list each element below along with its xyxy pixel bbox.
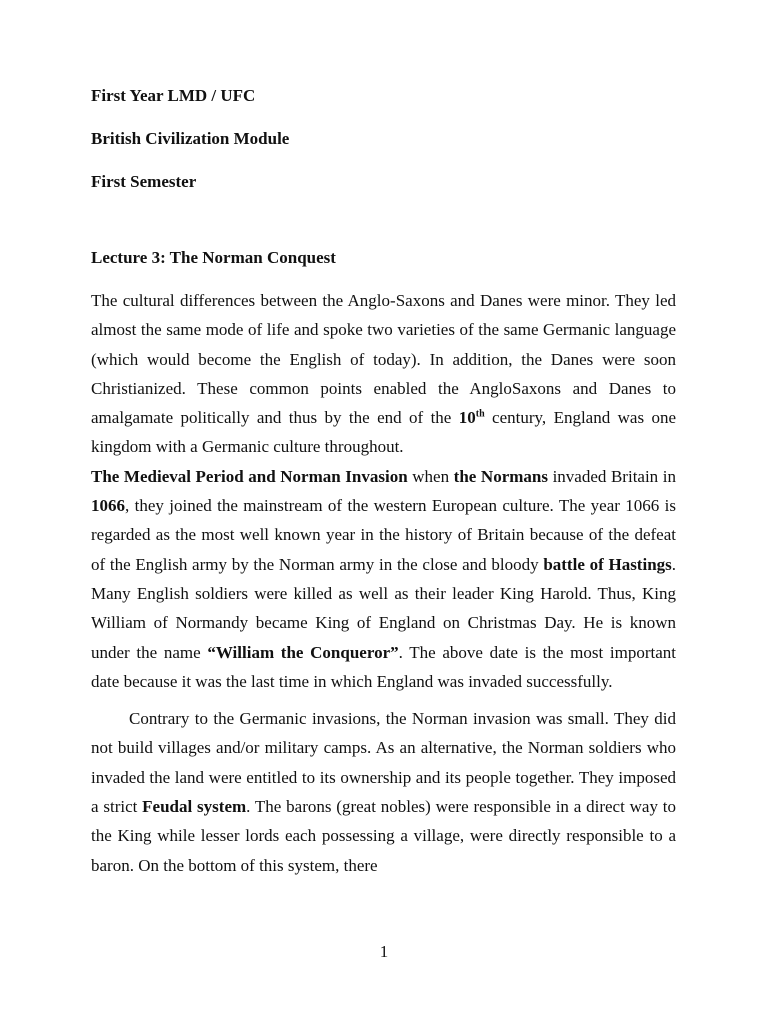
paragraph-text: , they joined the mainstream of the western European culture. The year 1066 is regarded as the most well known year in the history of Britain because of the defeat of the English army by the Norman army in the close and bloody: [91, 496, 676, 574]
bold-normans: the Normans: [453, 466, 548, 486]
paragraph-text: The cultural differences between the Anglo-Saxons and Danes were minor. They led almost the same mode of life and spoke two varieties of the same Germanic language (which would become the English of today). In addition, the Danes were soon Christianized. These common points enabled the AngloSaxons and Danes to amalgamate politically and thus by the end of the: [91, 291, 676, 428]
section-heading-medieval: The Medieval Period and Norman Invasion: [91, 466, 408, 486]
paragraph-text: invaded Britain in: [547, 466, 676, 486]
bold-feudal: Feudal system: [142, 797, 247, 817]
paragraph-text: . The above date is the most important date because it was the last time in which England was invaded successfully.: [91, 642, 676, 691]
paragraph-text: century, England was one kingdom with a Germanic culture throughout.: [91, 408, 676, 457]
century-number: 10: [458, 408, 476, 428]
lecture-title: Lecture 3: The Norman Conquest: [91, 248, 336, 267]
bold-battle: battle of Hastings: [543, 554, 672, 574]
bold-conqueror: “William the Conqueror”: [207, 642, 399, 662]
century-superscript: th: [475, 408, 485, 420]
paragraph-feudal-system: [91, 704, 676, 880]
bold-year: 1066: [91, 496, 125, 516]
paragraph-text: . Many English soldiers were killed as well as their leader King Harold. Thus, King William of Normandy became King of England on Christmas Day. He is known under the name: [91, 554, 677, 662]
semester-heading: First Semester: [91, 172, 197, 191]
paragraph-text: Contrary to the Germanic invasions, the Norman invasion was small. They did not build villages and/or military camps. As an alternative, the Norman soldiers who invaded the land were entitled to its ownership and its people together. They imposed a strict: [91, 709, 676, 817]
paragraph-text: . The barons (great nobles) were responsible in a direct way to the King while lesser lords each possessing a village, were directly responsible to a baron. On the bottom of this system, there: [91, 797, 676, 875]
paragraph-cultural-differences: [91, 286, 676, 462]
course-heading: First Year LMD / UFC: [91, 86, 256, 105]
document-page: [91, 84, 676, 880]
module-heading: British Civilization Module: [91, 129, 290, 148]
paragraph-norman-invasion: [91, 462, 676, 696]
page-number: 1: [379, 942, 389, 961]
paragraph-text: when: [407, 466, 454, 486]
